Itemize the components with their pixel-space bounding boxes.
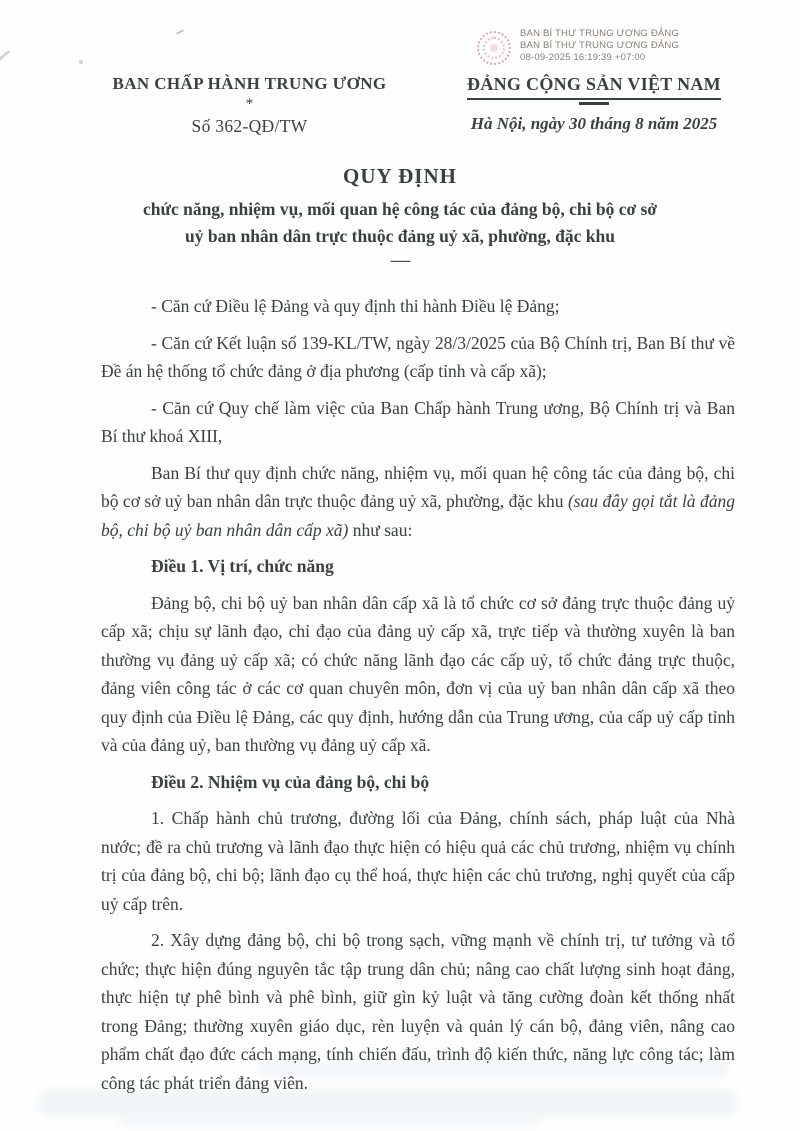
scan-artifact — [79, 60, 83, 64]
preamble-citation-3: - Căn cứ Quy chế làm việc của Ban Chấp hành Trung ương, Bộ Chính trị và Ban Bí thư khoá XIII, — [101, 397, 735, 446]
intro-text-2: như sau: — [348, 519, 413, 540]
bleedthrough-artifact — [120, 1118, 540, 1126]
document-subtitle-line-1: chức năng, nhiệm vụ, mối quan hệ công tác của đảng bộ, chi bộ cơ sở — [142, 199, 658, 219]
article-2-item-1: 1. Chấp hành chủ trương, đường lối của Đảng, chính sách, pháp luật của Nhà nước; đề ra chủ trương và lãnh đạo thực hiện có hiệu quả các chủ trương, nhiệm vụ chính trị của đảng bộ, chi bộ; lãnh đạo cụ thể hoá, thực hiện các chủ trương, nghị quyết của cấp uỷ cấp trên. — [101, 808, 735, 914]
red-seal-icon — [477, 31, 511, 65]
issuing-body-name: BAN CHẤP HÀNH TRUNG ƯƠNG — [112, 74, 387, 93]
stamp-line-2: BAN BÍ THƯ TRUNG ƯƠNG ĐẢNG — [520, 40, 680, 51]
document-number: Số 362-QĐ/TW — [191, 116, 308, 136]
digital-signature-stamp — [477, 28, 679, 65]
party-name: ĐẢNG CỘNG SẢN VIỆT NAM — [467, 74, 721, 100]
article-2-item-2: 2. Xây dựng đảng bộ, chi bộ trong sạch, vững mạnh về chính trị, tư tưởng và tổ chức; thực hiện đúng nguyên tắc tập trung dân chủ; nâng cao chất lượng sinh hoạt đảng, thực hiện tự phê bình và phê bình, giữ gìn kỷ luật và tăng cường đoàn kết thống nhất trong Đảng; thường xuyên giáo dục, rèn luyện và quản lý cán bộ, đảng viên, nâng cao phẩm chất đạo đức cách mạng, tính chiến đấu, trình độ kiến thức, năng lực công tác; làm công tác phát triển đảng viên. — [101, 930, 735, 1093]
issuing-body-block — [92, 74, 407, 137]
stamp-text-block — [520, 28, 679, 65]
document-body — [101, 292, 735, 1105]
stamp-timestamp: 08-09-2025 16:19:39 +07:00 — [520, 52, 646, 63]
article-1-body: Đảng bộ, chi bộ uỷ ban nhân dân cấp xã là tổ chức cơ sở đảng trực thuộc đảng uỷ cấp xã; chịu sự lãnh đạo, chỉ đạo của đảng uỷ cấp xã, trực tiếp và thường xuyên là ban thường vụ đảng uỷ cấp xã; có chức năng lãnh đạo các cấp uỷ, tổ chức đảng trực thuộc, đảng viên công tác ở các cơ quan chuyên môn, đơn vị của uỷ ban nhân dân cấp xã theo quy định của Điều lệ Đảng, các quy định, hướng dẫn của Trung ương, của cấp uỷ cấp tỉnh và của đảng uỷ, ban thường vụ đảng uỷ cấp xã. — [101, 592, 735, 755]
underline-dash — [579, 102, 609, 105]
title-separator: ----- — [390, 253, 410, 269]
document-kind: QUY ĐỊNH — [343, 164, 457, 188]
article-1-heading: Điều 1. Vị trí, chức năng — [151, 556, 334, 576]
document-subtitle — [0, 196, 800, 250]
preamble-citation-2: - Căn cứ Kết luận số 139-KL/TW, ngày 28/3/2025 của Bộ Chính trị, Ban Bí thư về Đề án hệ thống tổ chức đảng ở địa phương (cấp tỉnh và cấp xã); — [101, 332, 735, 381]
document-subtitle-line-2: uỷ ban nhân dân trực thuộc đảng uỷ xã, phường, đặc khu — [185, 226, 615, 246]
intro-paragraph — [101, 459, 735, 545]
preamble-citation-1: - Căn cứ Điều lệ Đảng và quy định thi hành Điều lệ Đảng; — [151, 296, 560, 316]
scan-artifact — [176, 29, 184, 34]
place-and-date: Hà Nội, ngày 30 tháng 8 năm 2025 — [470, 114, 718, 133]
document-title-block — [0, 164, 800, 270]
intro-italic-note: (sau đây gọi tắt là đảng bộ, chi bộ uỷ ban nhân dân cấp xã) — [101, 491, 735, 540]
stamp-line-1: BAN BÍ THƯ TRUNG ƯƠNG ĐẢNG — [520, 28, 680, 39]
star-separator: * — [245, 96, 254, 112]
intro-text-1: Ban Bí thư quy định chức năng, nhiệm vụ, mối quan hệ công tác của đảng bộ, chi bộ cơ sở uỷ ban nhân dân trực thuộc đảng uỷ xã, phường, đặc khu — [101, 462, 735, 511]
article-2-heading: Điều 2. Nhiệm vụ của đảng bộ, chi bộ — [151, 771, 430, 792]
party-header-block — [438, 74, 750, 134]
scan-artifact — [0, 50, 10, 61]
